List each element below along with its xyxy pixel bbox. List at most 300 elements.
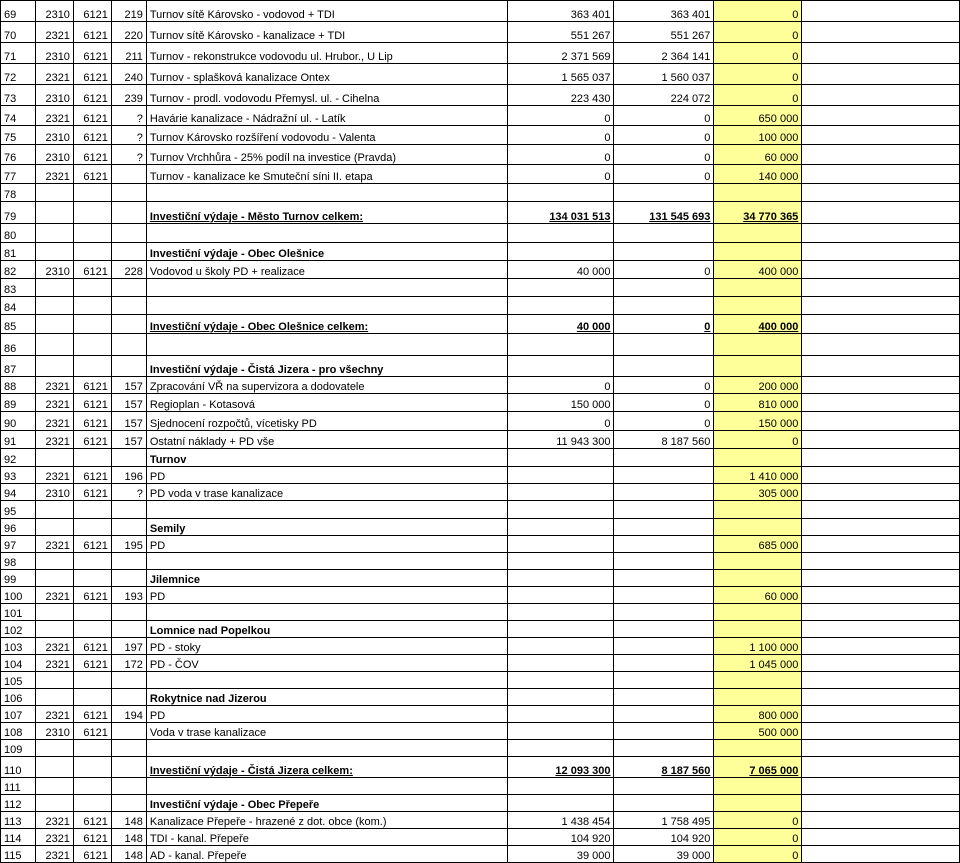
value-proposal: 7 065 000 [714, 757, 802, 778]
value-actual [614, 795, 714, 812]
action-number: 195 [111, 536, 146, 553]
description [146, 184, 507, 202]
empty-cell [802, 22, 960, 43]
table-row [1, 297, 960, 315]
value-proposal [714, 621, 802, 638]
value-budget [507, 604, 614, 621]
value-budget [507, 279, 614, 297]
row-number: 79 [1, 202, 36, 224]
paragraph-code: 2321 [35, 587, 73, 604]
empty-cell [802, 261, 960, 279]
value-budget: 104 920 [507, 829, 614, 846]
empty-cell [802, 638, 960, 655]
empty-cell [802, 431, 960, 449]
value-budget [507, 553, 614, 570]
item-code [73, 501, 111, 519]
description: Kanalizace Přepeře - hrazené z dot. obce (kom.) [146, 812, 507, 829]
value-budget: 134 031 513 [507, 202, 614, 224]
description: Sjednocení rozpočtů, vícetisky PD [146, 412, 507, 431]
action-number [111, 553, 146, 570]
table-row [1, 829, 960, 846]
paragraph-code [35, 184, 73, 202]
value-proposal: 810 000 [714, 394, 802, 412]
description [146, 672, 507, 689]
row-number: 112 [1, 795, 36, 812]
row-number: 101 [1, 604, 36, 621]
row-number: 98 [1, 553, 36, 570]
row-number: 86 [1, 334, 36, 356]
description: Lomnice nad Popelkou [146, 621, 507, 638]
action-number [111, 202, 146, 224]
action-number [111, 184, 146, 202]
value-proposal: 305 000 [714, 484, 802, 501]
item-code: 6121 [73, 812, 111, 829]
empty-cell [802, 356, 960, 377]
description [146, 501, 507, 519]
table-row [1, 570, 960, 587]
paragraph-code: 2321 [35, 706, 73, 723]
action-number [111, 689, 146, 706]
value-actual [614, 604, 714, 621]
empty-cell [802, 85, 960, 106]
empty-cell [802, 202, 960, 224]
value-budget [507, 655, 614, 672]
value-actual [614, 449, 714, 467]
value-budget [507, 243, 614, 261]
description: Turnov - kanalizace ke Smuteční síni II. etapa [146, 165, 507, 184]
item-code: 6121 [73, 829, 111, 846]
description: PD voda v trase kanalizace [146, 484, 507, 501]
value-actual [614, 655, 714, 672]
value-proposal [714, 334, 802, 356]
item-code: 6121 [73, 22, 111, 43]
paragraph-code: 2310 [35, 723, 73, 740]
value-budget [507, 672, 614, 689]
row-number: 77 [1, 165, 36, 184]
description: Zpracování VŘ na supervizora a dodovatele [146, 377, 507, 394]
value-budget: 0 [507, 412, 614, 431]
empty-cell [802, 106, 960, 126]
paragraph-code [35, 570, 73, 587]
action-number: 157 [111, 412, 146, 431]
value-proposal: 0 [714, 43, 802, 64]
description: Investiční výdaje - Obec Olešnice [146, 243, 507, 261]
value-proposal: 0 [714, 1, 802, 22]
value-proposal: 34 770 365 [714, 202, 802, 224]
paragraph-code [35, 243, 73, 261]
paragraph-code: 2321 [35, 655, 73, 672]
action-number: 148 [111, 812, 146, 829]
row-number: 114 [1, 829, 36, 846]
table-row [1, 64, 960, 85]
value-actual: 0 [614, 165, 714, 184]
paragraph-code: 2321 [35, 22, 73, 43]
value-proposal [714, 243, 802, 261]
value-budget [507, 224, 614, 243]
item-code: 6121 [73, 467, 111, 484]
paragraph-code [35, 757, 73, 778]
empty-cell [802, 377, 960, 394]
empty-cell [802, 604, 960, 621]
value-proposal: 60 000 [714, 145, 802, 165]
table-row [1, 412, 960, 431]
paragraph-code [35, 315, 73, 334]
paragraph-code: 2310 [35, 484, 73, 501]
value-proposal: 0 [714, 829, 802, 846]
value-proposal [714, 553, 802, 570]
action-number: 157 [111, 394, 146, 412]
table-row [1, 621, 960, 638]
value-proposal: 400 000 [714, 315, 802, 334]
value-budget [507, 638, 614, 655]
value-actual [614, 243, 714, 261]
table-row [1, 377, 960, 394]
paragraph-code [35, 604, 73, 621]
empty-cell [802, 412, 960, 431]
paragraph-code: 2310 [35, 85, 73, 106]
action-number [111, 604, 146, 621]
table-row [1, 85, 960, 106]
table-row [1, 672, 960, 689]
item-code [73, 519, 111, 536]
paragraph-code: 2321 [35, 412, 73, 431]
description: Turnov Károvsko rozšíření vodovodu - Valenta [146, 126, 507, 145]
item-code: 6121 [73, 412, 111, 431]
empty-cell [802, 757, 960, 778]
value-budget: 363 401 [507, 1, 614, 22]
value-actual: 0 [614, 106, 714, 126]
row-number: 105 [1, 672, 36, 689]
value-actual: 0 [614, 377, 714, 394]
value-actual: 0 [614, 145, 714, 165]
description: Turnov Vrchhůra - 25% podíl na investice (Pravda) [146, 145, 507, 165]
paragraph-code [35, 202, 73, 224]
table-row [1, 356, 960, 377]
paragraph-code: 2321 [35, 106, 73, 126]
description [146, 553, 507, 570]
value-proposal [714, 224, 802, 243]
row-number: 94 [1, 484, 36, 501]
item-code [73, 315, 111, 334]
value-proposal: 150 000 [714, 412, 802, 431]
action-number: 239 [111, 85, 146, 106]
paragraph-code: 2321 [35, 431, 73, 449]
action-number [111, 356, 146, 377]
value-budget: 1 565 037 [507, 64, 614, 85]
table-row [1, 449, 960, 467]
description: Havárie kanalizace - Nádražní ul. - Latík [146, 106, 507, 126]
value-actual: 8 187 560 [614, 757, 714, 778]
table-row [1, 723, 960, 740]
action-number [111, 165, 146, 184]
paragraph-code: 2321 [35, 812, 73, 829]
empty-cell [802, 655, 960, 672]
value-budget: 0 [507, 106, 614, 126]
action-number [111, 243, 146, 261]
table-row [1, 587, 960, 604]
value-actual [614, 356, 714, 377]
row-number: 85 [1, 315, 36, 334]
item-code [73, 356, 111, 377]
row-number: 92 [1, 449, 36, 467]
value-actual [614, 536, 714, 553]
action-number [111, 519, 146, 536]
value-budget: 0 [507, 377, 614, 394]
item-code: 6121 [73, 106, 111, 126]
value-proposal [714, 740, 802, 757]
row-number: 72 [1, 64, 36, 85]
item-code [73, 621, 111, 638]
row-number: 76 [1, 145, 36, 165]
paragraph-code: 2310 [35, 43, 73, 64]
item-code [73, 778, 111, 795]
table-row [1, 604, 960, 621]
action-number: 197 [111, 638, 146, 655]
row-number: 103 [1, 638, 36, 655]
paragraph-code: 2321 [35, 394, 73, 412]
value-actual: 0 [614, 315, 714, 334]
value-budget: 0 [507, 126, 614, 145]
value-proposal: 1 100 000 [714, 638, 802, 655]
item-code [73, 672, 111, 689]
row-number: 80 [1, 224, 36, 243]
table-row [1, 431, 960, 449]
paragraph-code [35, 621, 73, 638]
item-code: 6121 [73, 126, 111, 145]
row-number: 95 [1, 501, 36, 519]
value-actual: 0 [614, 261, 714, 279]
action-number: 193 [111, 587, 146, 604]
description: PD - stoky [146, 638, 507, 655]
description: Turnov - splašková kanalizace Ontex [146, 64, 507, 85]
value-budget: 2 371 569 [507, 43, 614, 64]
action-number: ? [111, 126, 146, 145]
table-row [1, 519, 960, 536]
description: Regioplan - Kotasová [146, 394, 507, 412]
description: Investiční výdaje - Obec Přepeře [146, 795, 507, 812]
row-number: 96 [1, 519, 36, 536]
table-row [1, 484, 960, 501]
paragraph-code: 2310 [35, 1, 73, 22]
value-budget [507, 184, 614, 202]
item-code: 6121 [73, 655, 111, 672]
value-actual [614, 740, 714, 757]
value-proposal [714, 570, 802, 587]
empty-cell [802, 829, 960, 846]
value-actual [614, 621, 714, 638]
action-number [111, 570, 146, 587]
empty-cell [802, 689, 960, 706]
value-proposal: 100 000 [714, 126, 802, 145]
action-number [111, 224, 146, 243]
item-code [73, 243, 111, 261]
description: Turnov sítě Károvsko - kanalizace + TDI [146, 22, 507, 43]
table-row [1, 1, 960, 22]
row-number: 99 [1, 570, 36, 587]
value-budget [507, 689, 614, 706]
value-actual: 224 072 [614, 85, 714, 106]
action-number: 240 [111, 64, 146, 85]
value-actual: 551 267 [614, 22, 714, 43]
empty-cell [802, 587, 960, 604]
item-code [73, 604, 111, 621]
value-budget [507, 297, 614, 315]
value-budget: 551 267 [507, 22, 614, 43]
empty-cell [802, 315, 960, 334]
table-row [1, 501, 960, 519]
empty-cell [802, 467, 960, 484]
row-number: 69 [1, 1, 36, 22]
paragraph-code [35, 297, 73, 315]
item-code [73, 279, 111, 297]
value-actual [614, 279, 714, 297]
description: PD [146, 587, 507, 604]
action-number: ? [111, 106, 146, 126]
item-code: 6121 [73, 846, 111, 863]
action-number [111, 621, 146, 638]
value-budget: 40 000 [507, 315, 614, 334]
description [146, 224, 507, 243]
value-proposal: 0 [714, 64, 802, 85]
empty-cell [802, 570, 960, 587]
value-budget [507, 536, 614, 553]
description: Investiční výdaje - Město Turnov celkem: [146, 202, 507, 224]
value-proposal: 60 000 [714, 587, 802, 604]
value-actual: 131 545 693 [614, 202, 714, 224]
empty-cell [802, 778, 960, 795]
value-actual: 0 [614, 126, 714, 145]
value-budget: 150 000 [507, 394, 614, 412]
paragraph-code: 2321 [35, 829, 73, 846]
value-proposal: 650 000 [714, 106, 802, 126]
description [146, 778, 507, 795]
value-budget [507, 356, 614, 377]
table-row [1, 638, 960, 655]
paragraph-code: 2310 [35, 261, 73, 279]
value-actual [614, 334, 714, 356]
table-row [1, 740, 960, 757]
paragraph-code [35, 553, 73, 570]
value-actual: 8 187 560 [614, 431, 714, 449]
row-number: 107 [1, 706, 36, 723]
value-budget [507, 570, 614, 587]
empty-cell [802, 64, 960, 85]
table-row [1, 43, 960, 64]
value-proposal: 400 000 [714, 261, 802, 279]
table-row [1, 261, 960, 279]
empty-cell [802, 812, 960, 829]
value-actual [614, 467, 714, 484]
action-number: 157 [111, 377, 146, 394]
item-code: 6121 [73, 394, 111, 412]
description: Ostatní náklady + PD vše [146, 431, 507, 449]
row-number: 113 [1, 812, 36, 829]
action-number [111, 778, 146, 795]
item-code: 6121 [73, 587, 111, 604]
item-code [73, 449, 111, 467]
item-code [73, 795, 111, 812]
table-row [1, 165, 960, 184]
value-proposal: 0 [714, 431, 802, 449]
empty-cell [802, 501, 960, 519]
table-row [1, 279, 960, 297]
sheet-body [1, 1, 960, 863]
item-code [73, 334, 111, 356]
action-number: 196 [111, 467, 146, 484]
table-row [1, 655, 960, 672]
value-proposal [714, 519, 802, 536]
row-number: 82 [1, 261, 36, 279]
item-code: 6121 [73, 261, 111, 279]
table-row [1, 126, 960, 145]
value-budget: 40 000 [507, 261, 614, 279]
description: Jilemnice [146, 570, 507, 587]
value-actual: 39 000 [614, 846, 714, 863]
value-budget: 11 943 300 [507, 431, 614, 449]
paragraph-code: 2321 [35, 377, 73, 394]
empty-cell [802, 184, 960, 202]
row-number: 73 [1, 85, 36, 106]
value-budget [507, 723, 614, 740]
description: Turnov - rekonstrukce vodovodu ul. Hrubor., U Lip [146, 43, 507, 64]
item-code: 6121 [73, 431, 111, 449]
empty-cell [802, 536, 960, 553]
row-number: 74 [1, 106, 36, 126]
table-row [1, 757, 960, 778]
paragraph-code [35, 334, 73, 356]
value-proposal: 140 000 [714, 165, 802, 184]
table-row [1, 224, 960, 243]
value-budget [507, 587, 614, 604]
table-row [1, 795, 960, 812]
item-code: 6121 [73, 43, 111, 64]
item-code [73, 553, 111, 570]
empty-cell [802, 795, 960, 812]
description [146, 297, 507, 315]
value-actual [614, 184, 714, 202]
value-proposal [714, 501, 802, 519]
value-actual [614, 519, 714, 536]
empty-cell [802, 334, 960, 356]
value-actual: 1 758 495 [614, 812, 714, 829]
action-number: 220 [111, 22, 146, 43]
paragraph-code: 2310 [35, 145, 73, 165]
empty-cell [802, 846, 960, 863]
item-code [73, 740, 111, 757]
value-proposal: 500 000 [714, 723, 802, 740]
paragraph-code [35, 689, 73, 706]
paragraph-code: 2321 [35, 638, 73, 655]
paragraph-code [35, 279, 73, 297]
value-proposal [714, 279, 802, 297]
row-number: 108 [1, 723, 36, 740]
value-budget [507, 740, 614, 757]
item-code: 6121 [73, 484, 111, 501]
table-row [1, 553, 960, 570]
paragraph-code [35, 224, 73, 243]
value-proposal [714, 297, 802, 315]
table-row [1, 22, 960, 43]
value-budget [507, 519, 614, 536]
value-budget [507, 621, 614, 638]
value-proposal [714, 672, 802, 689]
action-number: 157 [111, 431, 146, 449]
table-row [1, 689, 960, 706]
item-code: 6121 [73, 85, 111, 106]
value-budget: 12 093 300 [507, 757, 614, 778]
action-number: 228 [111, 261, 146, 279]
table-row [1, 243, 960, 261]
